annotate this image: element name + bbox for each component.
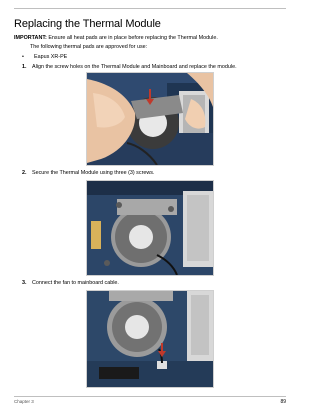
step-text: Secure the Thermal Module using three (3) screws. [32, 170, 155, 176]
header-rule [14, 8, 286, 9]
footer-chapter: Chapter 3 [14, 399, 34, 404]
important-text: Ensure all heat pads are in place before replacing the Thermal Module. [46, 35, 218, 41]
step-text: Align the screw holes on the Thermal Module and Mainboard and replace the module. [32, 64, 237, 70]
step-1 [22, 64, 237, 70]
page-title: Replacing the Thermal Module [14, 18, 161, 30]
approved-text: The following thermal pads are approved for use: [30, 44, 148, 50]
step-2-photo [86, 180, 214, 276]
important-label: IMPORTANT: [14, 35, 47, 41]
step-3-photo [86, 290, 214, 388]
step-2 [22, 170, 154, 176]
step-3 [22, 280, 119, 286]
important-note [14, 35, 218, 41]
footer-rule [14, 396, 286, 397]
step-1-photo [86, 72, 214, 166]
page-number: 89 [280, 399, 286, 405]
bullet-text: Eapus XR-PE [34, 54, 68, 60]
step-number: 2. [22, 170, 27, 176]
step-number: 1. [22, 64, 27, 70]
step-number: 3. [22, 280, 27, 286]
step-text: Connect the fan to mainboard cable. [32, 280, 119, 286]
bullet-mark: • [22, 54, 24, 60]
